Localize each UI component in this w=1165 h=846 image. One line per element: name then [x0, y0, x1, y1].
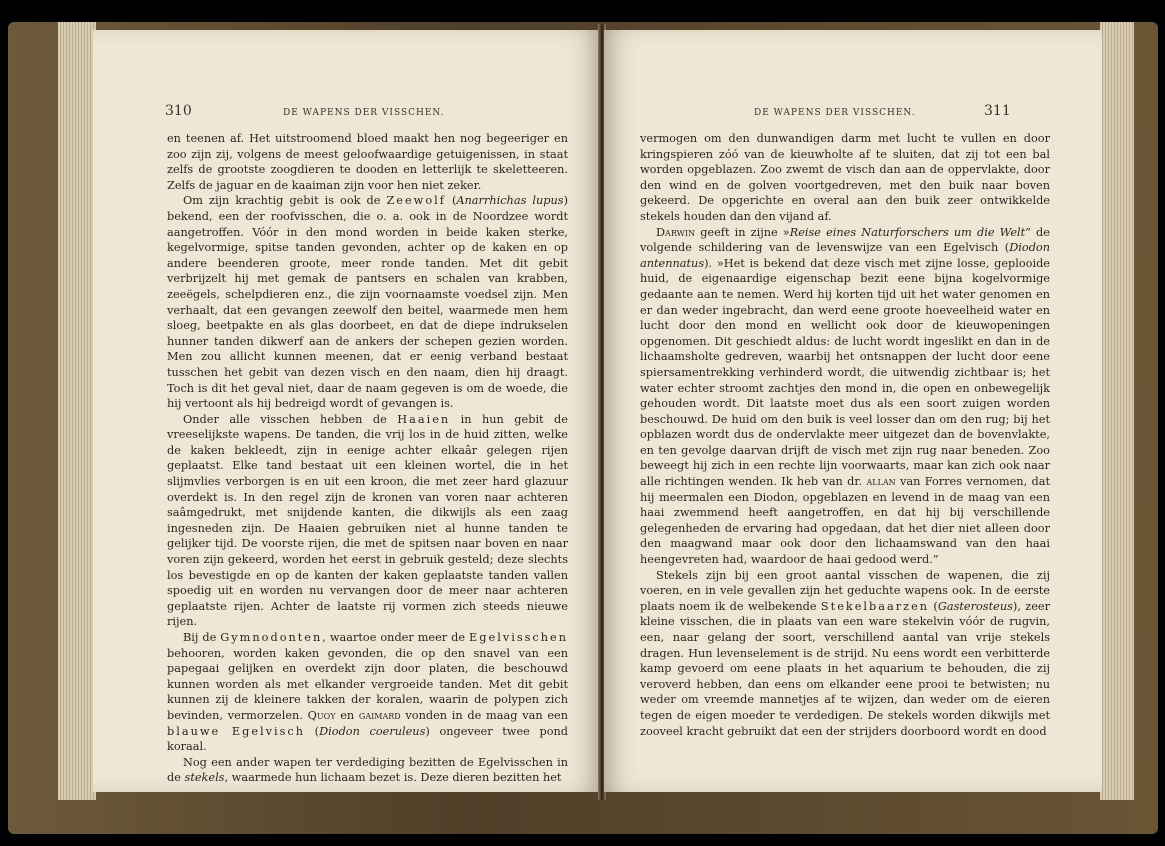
text-run: vermogen om den dunwandigen darm met lucht te vullen en door kringspieren zóó van de kieuwholte af te sluiten, dat zij tot een bal worden opgeblazen. Zoo zwemt de visch dan aan de oppervlakte, door den wind en de golven voortgedreven, met den buik naar boven gekeerd. De opgerichte en overal aan den buik zeer ontwikkelde stekels houden dan den vijand af. — [640, 132, 1050, 223]
styled-text-run: gaimard — [358, 708, 401, 722]
running-head: DE WAPENS DER VISSCHEN. — [283, 108, 445, 118]
styled-text-run: Gasterosteus — [937, 599, 1013, 613]
text-run: en — [335, 708, 359, 722]
styled-text-run: Quoy — [307, 708, 336, 722]
styled-text-run: Reise eines Naturforschers um die Welt — [789, 225, 1026, 239]
text-run: ( — [929, 599, 938, 613]
paragraph — [167, 755, 568, 786]
text-run: ), zeer kleine visschen, die in plaats van een ware stekelvin vóór de rugvin, een, naar gelang der soort, verschillend aantal van vrije stekels dragen. Hun levenselement is de strijd. Nu eens wordt een verbitterde kamp gevoerd om eene plaats in het aquarium te behouden, die zij veroverd hebben, dan eens om elkander eene prooi te betwisten; nu weder om vreemde mannetjes af te wijzen, dan weder om de eieren tegen de eigen moeder te verdedigen. De stekels worden dikwijls met zooveel kracht gebruikt dat een der strijders doorboord wordt en dood — [640, 599, 1051, 738]
styled-text-run: Egelvisschen — [469, 631, 568, 644]
styled-text-run: Diodon antennatus — [640, 241, 1050, 270]
text-run: ” de volgende schildering van de levenswijze van een Egelvisch ( — [640, 225, 1050, 255]
body-text — [640, 131, 1050, 739]
paragraph — [640, 225, 1050, 568]
paragraph — [167, 193, 568, 411]
text-run: geeft in zijne » — [695, 225, 790, 239]
right-page-edges — [1100, 22, 1134, 800]
paragraph — [167, 131, 568, 193]
text-run: Onder alle visschen hebben de — [183, 412, 398, 426]
styled-text-run: Gymnodonten — [220, 631, 323, 644]
page-number: 311 — [984, 103, 1011, 119]
text-run: Om zijn krachtig gebit is ook de — [183, 194, 387, 208]
styled-text-run: Stekelbaarzen — [820, 599, 930, 613]
text-run: in hun gebit de vreeselijkste wapens. De tanden, die vrij los in de huid zitten, welke de kaken bekleedt, zijn in eenige achter elkaâr gelegen rijen geplaatst. Elke tand bestaat uit een kleinen wortel, die in het slijmvlies verborgen is en uit een kroon, die met zeer hard glazuur overdekt is. In den regel zijn de kronen van voren naar achteren saâmgedrukt, met snijdende kanten, die dikwijls als een zaag ingesneden zijn. De Haaien gebruiken niet al hunne tanden te gelijker tijd. De voorste rijen, die met de spitsen naar boven en naar voren zijn gekeerd, worden het eerst in gebruik gesteld; deze slechts los bevestigde en op de kanten der kaken geplaatste tanden vallen spoedig uit en worden nu vervangen door de meer naar achteren geplaatste rijen. Achter de laatste rij vormen zich steeds nieuwe rijen. — [167, 412, 568, 629]
styled-text-run: Anarrhichas lupus — [456, 194, 564, 208]
paragraph — [640, 568, 1050, 740]
text-run: , waarmede hun lichaam bezet is. Deze dieren bezitten het — [224, 771, 562, 785]
text-run: ) bekend, een der roofvisschen, die o. a. ook in de Noordzee wordt aangetroffen. Vóór in den mond worden in beide kaken sterke, kegelvormige, spitse tanden gevonden, achter op de kaken en op andere beenderen groote, meer ronde tanden. Met dit gebit verbrijzelt hij met gemak de pantsers en schalen van krabben, zeeëgels, schelpdieren enz., die zijn voornaamste voedsel zijn. Men verhaalt, dat een gevangen zeewolf den beitel, waarmede men hem sloeg, beetpakte en als glas doorbeet, en dat de diepe indrukselen hunner tanden dikwerf aan de ankers der schepen gezien worden. Men zou allicht kunnen meenen, dat er eenig verband bestaat tusschen het gebit van dezen visch en den naam, dien hij draagt. Toch is dit het geval niet, daar de naam gegeven is om de woede, die hij vertoont als hij bedreigd wordt of gevangen is. — [167, 194, 568, 411]
styled-text-run: stekels — [184, 771, 225, 785]
text-run: ( — [305, 724, 320, 738]
text-run: , waartoe onder meer de — [322, 631, 470, 644]
text-run: ) ongeveer twee pond koraal. — [167, 724, 569, 754]
styled-text-run: Darwin — [656, 225, 696, 239]
styled-text-run: Zeewolf — [386, 194, 446, 208]
text-run: Nog een ander wapen ter verdediging bezitten de Egelvisschen in de — [167, 755, 568, 785]
text-run: Bij de — [183, 631, 221, 644]
text-run: vonden in de maag van een — [400, 708, 568, 722]
paragraph — [167, 412, 568, 630]
styled-text-run: allan — [866, 475, 896, 489]
body-text — [167, 131, 568, 786]
styled-text-run: Diodon coeruleus — [319, 724, 426, 738]
text-run: Stekels zijn bij een groot aantal visschen de wapenen, die zij voeren, en in vele gevallen zijn het geduchte wapens ook. In de eerste plaats noem ik de welbekende — [640, 568, 1050, 613]
text-run: behooren, worden kaken gevonden, die op den snavel van een papegaai gelijken en overdekt zijn door platen, die beschouwd kunnen worden als met elkander vergroeide tanden. Met dit gebit kunnen zij de kleinere takken der koralen, waarin de polypen zich bevinden, vermorzelen. — [167, 646, 568, 722]
styled-text-run: blauwe Egelvisch — [167, 724, 306, 738]
paragraph — [640, 131, 1050, 225]
text-run: van Forres vernomen, dat hij meermalen een Diodon, opgeblazen en levend in de maag van een haai zwemmend heeft aangetroffen, en dat hij bij verschillende gelegenheden de ervaring had opgedaan, dat het dier niet alleen door den maagwand maar ook door den lichaamswand van den haai heengevreten had, waardoor de haai gedood werd.” — [640, 475, 1050, 567]
styled-text-run: Haaien — [397, 412, 451, 426]
running-head: DE WAPENS DER VISSCHEN. — [754, 108, 916, 118]
left-page-edges — [58, 22, 96, 800]
right-page — [604, 30, 1102, 792]
page-number: 310 — [165, 103, 192, 119]
text-run: en teenen af. Het uitstroomend bloed maakt hen nog begeeriger en zoo zijn zij, volgens de meest geloofwaardige getuigenissen, in staat zelfs de grootste zoogdieren te dooden en letterlijk te skeletteeren. Zelfs de jaguar en de kaaiman zijn voor hen niet zeker. — [167, 132, 568, 192]
paragraph — [167, 630, 568, 755]
text-run: ( — [445, 194, 457, 208]
text-run: ). »Het is bekend dat deze visch met zijne losse, geplooide huid, de eigenaardige eigenschap bezit eene bijna kogelvormige gedaante aan te nemen. Werd hij korten tijd uit het water genomen en er dan weder ingebracht, dan werd eene groote hoeveelheid water en lucht door den mond en wellicht ook door de kieuwopeningen opgenomen. Dit geschiedt aldus: de lucht wordt ingeslikt en dan in de lichaamsholte gedreven, waarbij het ontsnappen der lucht door eene spiersamentrekking verhinderd wordt, die uitwendig zichtbaar is; het water echter stroomt zachtjes den mond in, die open en onbewegelijk gehouden wordt. Dit laatste moet dus als een soort zuigen worden beschouwd. De huid om den buik is veel losser dan om den rug; bij het opblazen wordt dus de ondervlakte meer uitgezet dan de bovenvlakte, en ten gevolge daarvan drijft de visch met zijn rug naar beneden. Zoo beweegt hij zich in een rechte lijn voorwaarts, maar kan zich ook naar alle richtingen wenden. Ik heb van dr. — [640, 256, 1050, 489]
left-page — [93, 30, 600, 792]
